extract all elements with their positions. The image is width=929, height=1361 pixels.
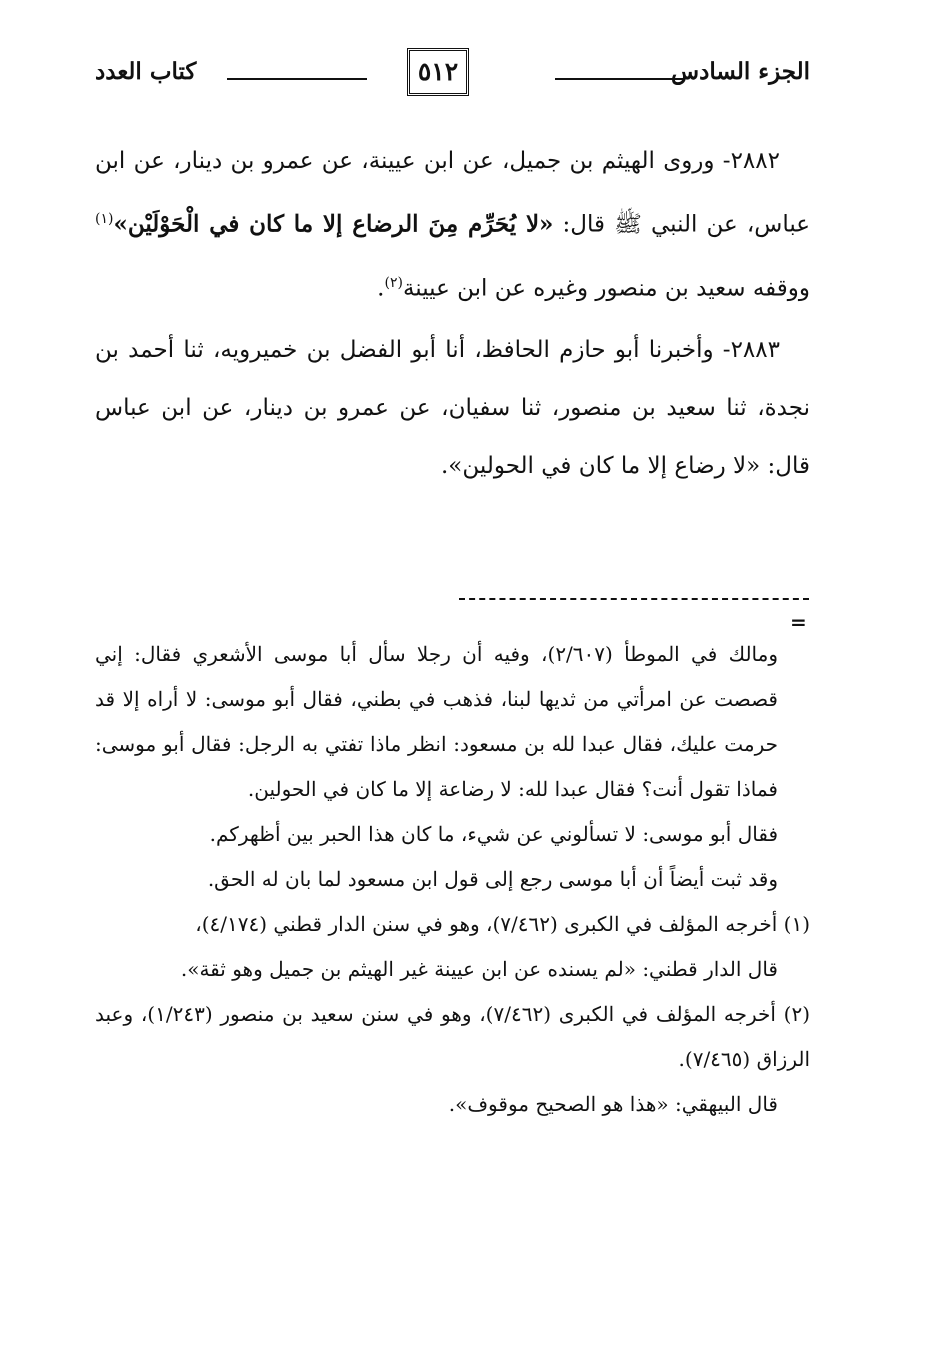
footnote-ref: (٢) [384, 274, 403, 291]
footnotes [95, 632, 810, 1127]
footnote-1-note: قال الدار قطني: «لم يسنده عن ابن عيينة غير الهيثم بن جميل وهو ثقة». [180, 957, 778, 981]
running-head-book: كتاب العدد [95, 58, 197, 85]
header-rule [555, 78, 685, 80]
header-rule [227, 78, 367, 80]
footnote-separator [459, 598, 809, 600]
footnote-continuation: وقد ثبت أيضاً أن أبا موسى رجع إلى قول ابن مسعود لما بان له الحق. [207, 867, 778, 891]
footnote-continuation-mark: = [790, 610, 807, 634]
main-text [95, 132, 810, 495]
page-header [95, 48, 810, 102]
footnote-ref: (١) [95, 211, 114, 227]
hadith-text: . [377, 275, 385, 302]
footnote-2-note: قال البيهقي: «هذا هو الصحيح موقوف». [448, 1092, 778, 1116]
running-head-part: الجزء السادس [671, 58, 810, 85]
page-number: ٥١٢ [407, 48, 469, 96]
footnote-continuation: فقال أبو موسى: لا تسألوني عن شيء، ما كان هذا الحبر بين أظهركم. [209, 822, 778, 846]
hadith-quote: «لا يُحَرِّم مِنَ الرضاع إلا ما كان في الْحَوْلَيْن» [113, 210, 554, 238]
hadith-text: ووقفه سعيد بن منصور وغيره عن ابن عيينة [402, 275, 810, 302]
hadith-text: ٢٨٨٢- وروى الهيثم بن جميل، عن ابن عيينة، عن عمرو بن دينار، عن ابن عباس، عن النبي ﷺ قال: [95, 148, 810, 238]
footnote-1: (١) أخرجه المؤلف في الكبرى (٧/٤٦٢)، وهو في سنن الدار قطني (٤/١٧٤)، [195, 912, 810, 936]
footnote-continuation: ومالك في الموطأ (٢/٦٠٧)، وفيه أن رجلا سأل أبا موسى الأشعري فقال: إني قصصت عن امرأتي من ثديها لبنا، فذهب في بطني، فقال أبو موسى: لا أراه إلا قد حرمت عليك، فقال عبدا لله بن مسعود: انظر ماذا تفتي به الرجل: فقال أبو موسى: فماذا تقول أنت؟ فقال عبدا لله: لا رضاعة إلا ما كان في الحولين. [95, 642, 779, 801]
hadith-2883: ٢٨٨٣- وأخبرنا أبو حازم الحافظ، أنا أبو الفضل بن خميرويه، ثنا أحمد بن نجدة، ثنا سعيد بن منصور، ثنا سفيان، عن عمرو بن دينار، عن ابن عباس قال: «لا رضاع إلا ما كان في الحولين». [95, 337, 810, 480]
footnote-2: (٢) أخرجه المؤلف في الكبرى (٧/٤٦٢)، وهو في سنن سعيد بن منصور (١/٢٤٣)، وعبد الرزاق (٧/٤٦٥). [95, 1002, 810, 1071]
hadith-2882 [95, 132, 810, 317]
